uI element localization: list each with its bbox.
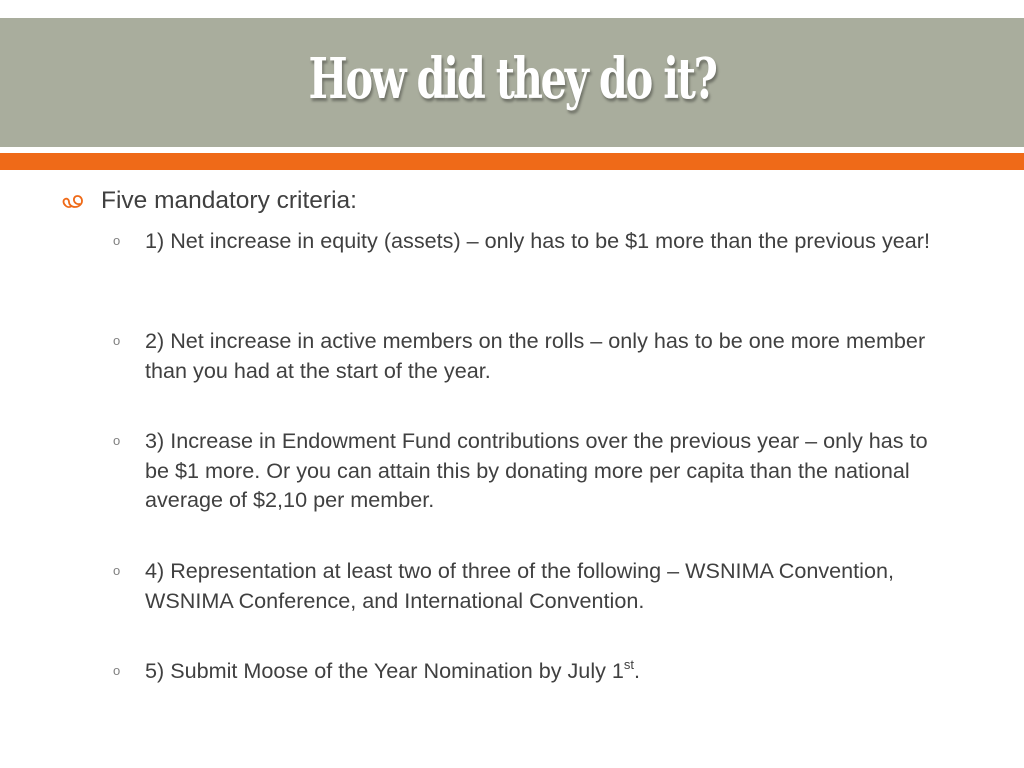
main-bullet-text: Five mandatory criteria: (101, 187, 357, 214)
accent-stripe (0, 153, 1024, 170)
circle-bullet-icon: o (113, 433, 121, 448)
criterion-text: 4) Representation at least two of three of the following – WSNIMA Convention, WSNIMA Conference, and International Convention. (145, 558, 894, 613)
criterion-text: 2) Net increase in active members on the rolls – only has to be one more member than you had at the start of the year. (145, 328, 926, 383)
criterion-text: 1) Net increase in equity (assets) – only has to be $1 more than the previous year! (145, 228, 930, 253)
criterion-text (145, 656, 955, 686)
circle-bullet-icon: o (113, 663, 121, 678)
slide-body (0, 186, 1024, 683)
criterion-text: 3) Increase in Endowment Fund contributions over the previous year – only has to be $1 more. Or you can attain this by donating more per capita than the national average of $2,10 per member. (145, 428, 928, 512)
slide-title: How did they do it? (308, 45, 716, 112)
ordinal-superscript: st (623, 657, 635, 672)
circle-bullet-icon: o (113, 233, 121, 248)
criterion-main-text: 5) Submit Moose of the Year Nomination by July 1 (145, 658, 624, 683)
scroll-loop-bullet-icon (62, 192, 86, 212)
circle-bullet-icon: o (113, 333, 121, 348)
criterion-suffix: . (634, 658, 641, 683)
title-band (0, 18, 1024, 147)
circle-bullet-icon: o (113, 563, 121, 578)
main-bullet-point (0, 186, 1024, 220)
